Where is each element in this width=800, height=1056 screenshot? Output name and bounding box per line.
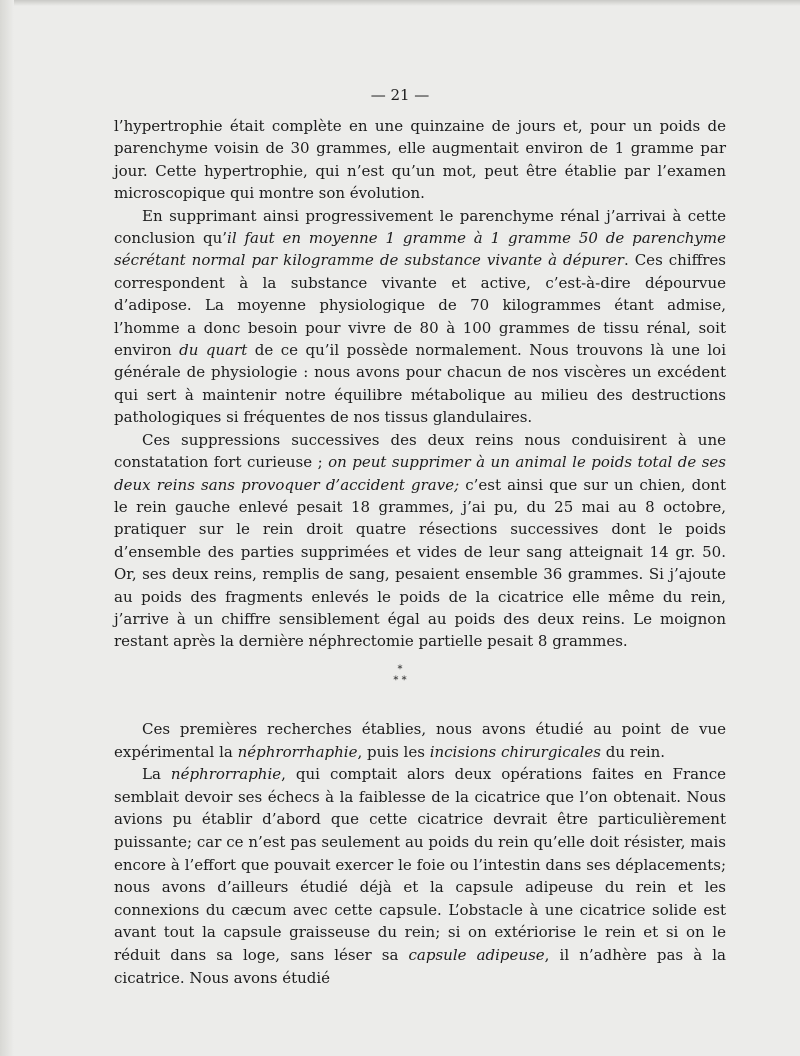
italic-text-segment: néphrorraphie [170,765,282,784]
italic-text-segment: du quart [179,341,248,360]
text-segment: . Ces chiffres correspondent à la substance vivante et active, c’est-à-dire dépourvue d’adipose. La moyenne physiologique de 70 kilogrammes étant admise, l’homme a donc besoin pour vivre de 80 à 100 grammes de tissu rénal, soit environ [114,251,726,360]
italic-text-segment: néphrorrhaphie [237,742,358,761]
section-asterism [0,664,800,686]
text-segment: , qui comptait alors deux opérations faites en France semblait devoir ses échecs à la faiblesse de la cicatrice que l’on obtenait. Nous avions pu établir d’abord que cette cicatrice devrait être particulièrement puissante; car ce n’est pas seulement au poids du rein qu’elle doit résister, mais encore à l’effort que pouvait exercer le foie ou l’intestin dans ses déplacements; nous avons d’ailleurs étudié déjà et la capsule adipeuse du rein et les connexions du cæcum avec cette capsule. L’obstacle à une cicatrice solide est avant tout la capsule graisseuse du rein; si on extériorise le rein et si on le réduit dans sa loge, sans léser sa [114,765,726,964]
page-edge-shadow-left [0,0,14,1056]
text-segment: , il n’adhère pas à la cicatrice. Nous avons étudié [114,945,726,987]
page-edge-shadow-top [0,0,800,6]
text-segment: du rein. [600,742,666,761]
paragraph-3 [114,429,726,653]
italic-text-segment: incisions chirurgicales [429,742,601,761]
page-number: — 21 — [370,86,430,104]
paragraph-4 [114,718,726,763]
text-segment: de ce qu’il possède normalement. Nous trouvons là une loi générale de physiologie : nous avons pour chacun de nos viscères un excédent qui sert à maintenir notre équilibre métabolique au milieu des destructions pathologiques si fréquentes de nos tissus glandulaires. [114,341,726,427]
paragraph-1 [114,115,726,205]
italic-text-segment: il faut en moyenne 1 gramme à 1 gramme 50 de parenchyme sécrétant normal par kilogramme de substance vivante à dépurer [114,229,726,270]
text-segment: Ces suppressions successives des deux reins nous conduisirent à une constatation fort curieuse ; [114,430,726,472]
asterism-top-star: * [397,664,403,675]
text-segment: Ces premières recherches établies, nous avons étudié au point de vue expérimental la [114,720,726,761]
body-text-section-1 [114,115,726,653]
text-segment: En supprimant ainsi progressivement le parenchyme rénal j’arrivai à cette conclusion qu’ [114,206,726,248]
text-segment: l’hypertrophie était complète en une quinzaine de jours et, pour un poids de parenchyme voisin de 30 grammes, elle augmentait environ de 1 gramme par jour. Cette hypertrophie, qui n’est qu’un mot, peut être établie par l’examen microscopique qui montre son évolution. [114,117,726,203]
asterism-bottom-stars: * * [393,675,407,686]
paragraph-5 [114,763,726,989]
paragraph-2 [114,205,726,429]
body-text-section-2 [114,718,726,989]
text-segment: La [142,765,171,784]
italic-text-segment: capsule adipeuse [408,945,545,964]
italic-text-segment: on peut supprimer à un animal le poids total de ses deux reins sans provoquer d’accident grave; [114,453,727,494]
text-segment: c’est ainsi que sur un chien, dont le rein gauche enlevé pesait 18 grammes, j’ai pu, du 25 mai au 8 octobre, pratiquer sur le rein droit quatre résections successives dont le poids d’ensemble des parties supprimées et vides de leur sang atteignait 14 gr. 50. Or, ses deux reins, remplis de sang, pesaient ensemble 36 grammes. Si j’ajoute au poids des fragments enlevés le poids de la cicatrice elle même du rein, j’arrive à un chiffre sensiblement égal au poids des deux reins. Le moignon restant après la dernière néphrectomie partielle pesait 8 grammes. [114,475,726,651]
text-segment: , puis les [357,742,430,761]
